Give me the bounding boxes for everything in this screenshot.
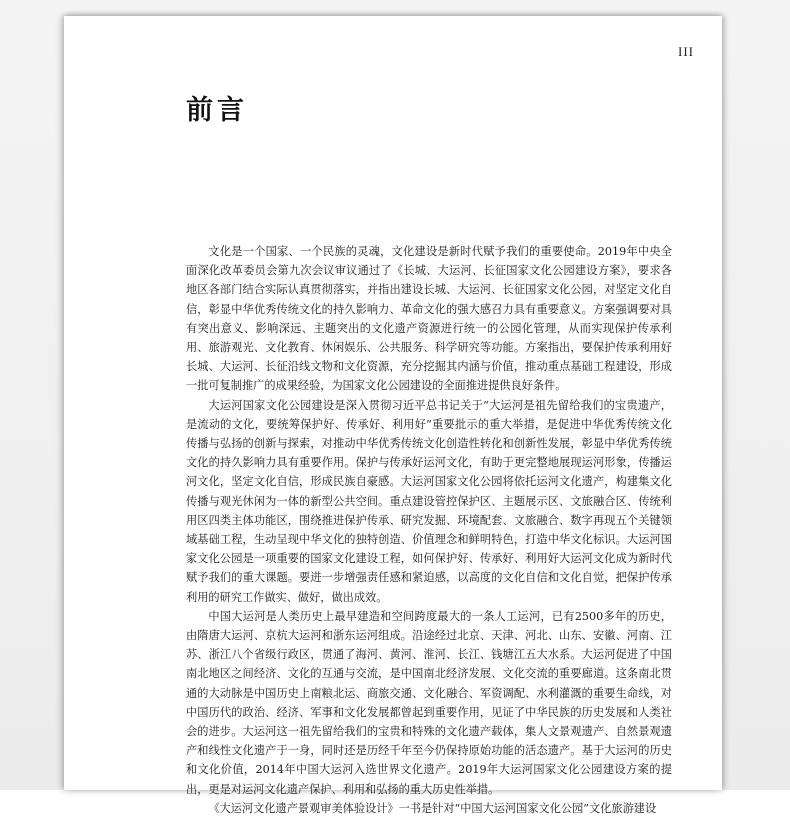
body-text bbox=[186, 242, 672, 818]
paragraph-4: 《大运河文化遗产景观审美体验设计》一书是针对“中国大运河国家文化公园”文化旅游建设 bbox=[208, 801, 657, 815]
paragraph-2: 大运河国家文化公园建设是深入贯彻习近平总书记关于“大运河是祖先留给我们的宝贵遗产，是流动的文化，要统筹保护好、传承好、利用好”重要批示的重大举措，是促进中华优秀传统文化传播与弘扬的创新与探索，对推动中华优秀传统文化创造性转化和创新性发展，彰显中华优秀传统文化的持久影响力具有重要作用。保护与传承好运河文化，有助于更完整地展现运河形象，传播运河文化，坚定文化自信，形成民族自豪感。大运河国家文化公园将依托运河文化遗产，构建集文化传播与观光休闲为一体的新型公共空间。重点建设管控保护区、主题展示区、文旅融合区、传统利用区四类主体功能区，围绕推进保护传承、研究发掘、环境配套、文旅融合、数字再现五个关键领域基础工程，生动呈现中华文化的独特创造、价值理念和鲜明特色，打造中华文化标识。大运河国家文化公园是一项重要的国家文化建设工程，如何保护好、传承好、利用好大运河文化成为新时代赋予我们的重大课题。要进一步增强责任感和紧迫感，以高度的文化自信和文化自觉，把保护传承利用的研究工作做实、做好，做出成效。 bbox=[186, 398, 672, 604]
paragraph-3: 中国大运河是人类历史上最早建造和空间跨度最大的一条人工运河，已有2500多年的历史，由隋唐大运河、京杭大运河和浙东运河组成。沿途经过北京、天津、河北、山东、安徽、河南、江苏、浙江八个省级行政区，贯通了海河、黄河、淮河、长江、钱塘江五大水系。大运河促进了中国南北地区之间经济、文化的互通与交流，是中国南北经济发展、文化交流的重要廊道。这条南北贯通的大动脉是中国历史上南粮北运、商旅交通、文化融合、军资调配、水利灌溉的重要生命线，对中国历代的政治、经济、军事和文化发展都曾起到重要作用，见证了中华民族的历史发展和人类社会的进步。大运河这一祖先留给我们的宝贵和特殊的文化遗产载体，集人文景观遗产、自然景观遗产和线性文化遗产于一身，同时还是历经千年至今仍保持原始功能的活态遗产。基于大运河的历史和文化价值，2014年中国大运河入选世界文化遗产。2019年大运河国家文化公园建设方案的提出，更是对运河文化遗产保护、利用和弘扬的重大历史性举措。 bbox=[186, 609, 672, 796]
page-title: 前言 bbox=[186, 95, 248, 126]
page-number: III bbox=[678, 44, 694, 59]
document-page bbox=[64, 16, 722, 815]
paragraph-1: 文化是一个国家、一个民族的灵魂，文化建设是新时代赋予我们的重要使命。2019年中央全面深化改革委员会第九次会议审议通过了《长城、大运河、长征国家文化公园建设方案》，要求各地区各部门结合实际认真贯彻落实，并指出建设长城、大运河、长征国家文化公园，对坚定文化自信，彰显中华优秀传统文化的持久影响力、革命文化的强大感召力具有重要意义。方案强调要对具有突出意义、影响深远、主题突出的文化遗产资源进行统一的公园化管理，从而实现保护传承利用、旅游观光、文化教育、休闲娱乐、公共服务、科学研究等功能。方案指出，要保护传承利用好长城、大运河、长征沿线文物和文化资源，充分挖掘其内涵与价值，推动重点基础工程建设，形成一批可复制推广的成果经验，为国家文化公园建设的全面推进提供良好条件。 bbox=[186, 245, 672, 393]
